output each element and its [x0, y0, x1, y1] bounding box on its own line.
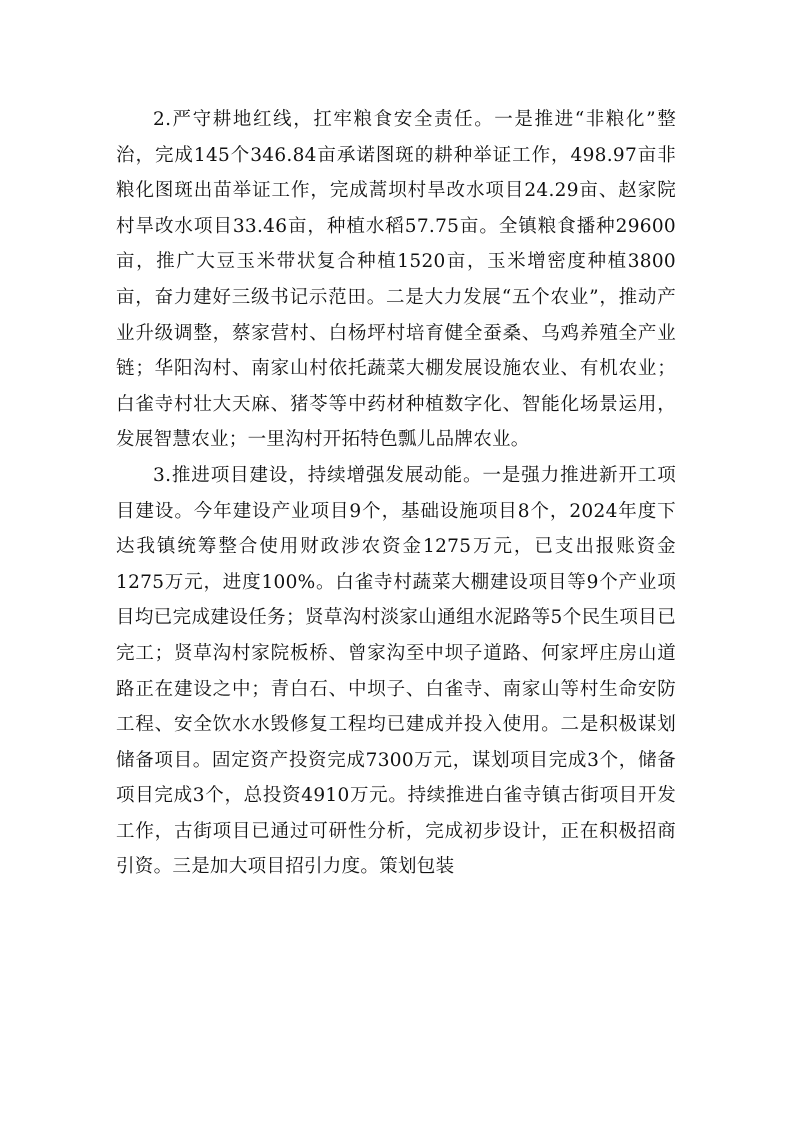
document-body — [116, 102, 676, 885]
paragraph-project-construction: 3.推进项目建设，持续增强发展动能。一是强力推进新开工项目建设。今年建设产业项目9个，基础设施项目8个，2024年度下达我镇统筹整合使用财政涉农资金1275万元，已支出报账资金1275万元，进度100%。白雀寺村蔬菜大棚建设项目等9个产业项目均已完成建设任务；贤草沟村淡家山通组水泥路等5个民生项目已完工；贤草沟村家院板桥、曾家沟至中坝子道路、何家坪庄房山道路正在建设之中；青白石、中坝子、白雀寺、南家山等村生命安防工程、安全饮水水毁修复工程均已建成并投入使用。二是积极谋划储备项目。固定资产投资完成7300万元，谋划项目完成3个，储备项目完成3个，总投资4910万元。持续推进白雀寺镇古街项目开发工作，古街项目已通过可研性分析，完成初步设计，正在积极招商引资。三是加大项目招引力度。策划包装 — [116, 464, 676, 878]
paragraph-farmland-protection: 2.严守耕地红线，扛牢粮食安全责任。一是推进“非粮化”整治，完成145个346.84亩承诺图斑的耕种举证工作，498.97亩非粮化图斑出苗举证工作，完成蒿坝村旱改水项目24.29亩、赵家院村旱改水项目33.46亩，种植水稻57.75亩。全镇粮食播种29600亩，推广大豆玉米带状复合种植1520亩，玉米增密度种植3800亩，奋力建好三级书记示范田。二是大力发展“五个农业”，推动产业升级调整，蔡家营村、白杨坪村培育健全蚕桑、乌鸡养殖全产业链；华阳沟村、南家山村依托蔬菜大棚发展设施农业、有机农业；白雀寺村壮大天麻、猪苓等中药材种植数字化、智能化场景运用，发展智慧农业；一里沟村开拓特色瓢儿品牌农业。 — [116, 109, 676, 451]
